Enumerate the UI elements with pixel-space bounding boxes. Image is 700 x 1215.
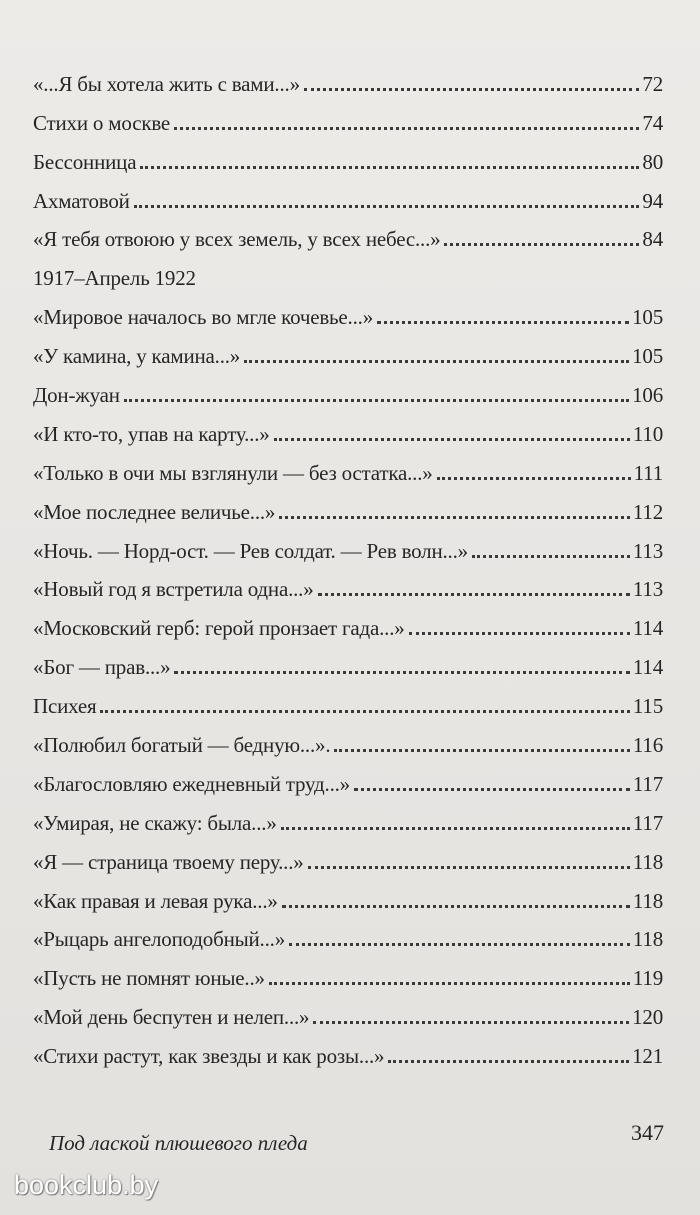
- toc-entry: [33, 1028, 663, 1067]
- toc-dot-leader: [388, 1060, 629, 1063]
- toc-entry-page: 94: [642, 188, 663, 213]
- toc-dot-leader: [437, 477, 631, 480]
- toc-entry-page: 110: [632, 421, 663, 446]
- toc-entry-page: 120: [632, 1005, 663, 1030]
- toc-entry-page: 114: [632, 616, 663, 641]
- toc-entry-page: 80: [642, 149, 663, 174]
- toc-entry: [33, 173, 663, 212]
- toc-dot-leader: [304, 88, 640, 91]
- toc-dot-leader: [472, 555, 630, 558]
- toc-entry-title: «И кто-то, упав на карту...»: [33, 421, 270, 446]
- toc-entry-title: «Мой день беспутен и нелеп...»: [33, 1005, 310, 1030]
- toc-entry-title: «Полюбил богатый — бедную...».: [33, 733, 331, 758]
- toc-entry-page: 113: [632, 538, 663, 563]
- toc-entry-page: 118: [632, 927, 663, 952]
- toc-entry-title: Дон-жуан: [33, 383, 120, 408]
- toc-dot-leader: [354, 788, 630, 791]
- toc-dot-leader: [318, 593, 630, 596]
- toc-entry-title: «Только в очи мы взглянули — без остатка...»: [33, 460, 433, 485]
- toc-entry-page: 72: [642, 71, 663, 96]
- toc-entry-page: 114: [632, 655, 663, 680]
- toc-dot-leader: [174, 127, 639, 130]
- toc-entry-page: 105: [632, 344, 663, 369]
- toc-entry-title: «Рыцарь ангелоподобный...»: [33, 927, 286, 952]
- toc-entry-title: «Московский герб: герой пронзает гада...»: [33, 616, 405, 641]
- toc-entry-title: «Я — страница твоему перу...»: [33, 849, 304, 874]
- toc-entry-page: 119: [632, 966, 663, 991]
- toc-entry: [33, 717, 663, 756]
- toc-entry-page: 117: [632, 771, 663, 796]
- toc-entry: [33, 484, 663, 523]
- toc-entry: [33, 639, 663, 678]
- page-number: 347: [631, 1120, 664, 1145]
- toc-entry-title: «Как правая и левая рука...»: [33, 888, 278, 913]
- toc-entry: [33, 367, 663, 406]
- toc-entry-title: «Мировое началось во мгле кочевье...»: [33, 305, 373, 330]
- toc-entry-title: «Умирая, не скажу: была...»: [33, 810, 277, 835]
- toc-section-heading: [33, 250, 663, 289]
- toc-entry: [33, 328, 663, 367]
- toc-entry-title: 1917–Апрель 1922: [33, 266, 196, 291]
- toc-entry: [33, 873, 663, 912]
- toc-dot-leader: [174, 671, 629, 674]
- toc-entry-title: «У камина, у камина...»: [33, 344, 241, 369]
- toc-entry: [33, 600, 663, 639]
- toc-dot-leader: [308, 866, 630, 869]
- toc-entry: [33, 289, 663, 328]
- toc-dot-leader: [289, 943, 630, 946]
- toc-dot-leader: [140, 166, 639, 169]
- toc-entry: [33, 523, 663, 562]
- toc-entry: [33, 562, 663, 601]
- toc-entry-title: «Пусть не помнят юные..»: [33, 966, 265, 991]
- watermark-logo: bookclub.by: [14, 1170, 159, 1200]
- toc-entry-title: Психея: [33, 694, 97, 719]
- toc-entry-page: 115: [632, 694, 663, 719]
- toc-entry: [33, 56, 663, 95]
- toc-entry: [33, 912, 663, 951]
- toc-entry: [33, 678, 663, 717]
- toc-entry-title: «Новый год я встретила одна...»: [33, 577, 314, 602]
- toc-dot-leader: [274, 438, 630, 441]
- toc-dot-leader: [244, 360, 629, 363]
- toc-entry-page: 105: [632, 305, 663, 330]
- toc-entry-page: 112: [632, 499, 663, 524]
- toc-entry: [33, 212, 663, 251]
- toc-entry-page: 117: [632, 810, 663, 835]
- toc-entry: [33, 756, 663, 795]
- toc-dot-leader: [281, 827, 630, 830]
- toc-entry-title: «Благословляю ежедневный труд...»: [33, 771, 350, 796]
- toc-dot-leader: [269, 982, 630, 985]
- toc-dot-leader: [279, 516, 630, 519]
- toc-dot-leader: [313, 1021, 629, 1024]
- toc-entry-title: «...Я бы хотела жить с вами...»: [33, 71, 300, 96]
- toc-entry-title: «Мое последнее величье...»: [33, 499, 276, 524]
- toc-entry: [33, 445, 663, 484]
- toc-entry: [33, 989, 663, 1028]
- toc-dot-leader: [409, 632, 630, 635]
- toc-entry: [33, 795, 663, 834]
- toc-entry: [33, 834, 663, 873]
- toc-entry-page: 113: [632, 577, 663, 602]
- toc-entry: [33, 950, 663, 989]
- toc-entry-title: «Я тебя отвоюю у всех земель, у всех небес...»: [33, 227, 441, 252]
- toc-entry-title: «Стихи растут, как звезды и как розы...»: [33, 1044, 385, 1069]
- toc-entry-page: 84: [642, 227, 663, 252]
- toc-entry: [33, 406, 663, 445]
- toc-entry-page: 118: [632, 888, 663, 913]
- toc-entry-title: Стихи о москве: [33, 110, 171, 135]
- table-of-contents: [33, 56, 663, 1067]
- running-footer-title: Под лаской плюшевого пледа: [49, 1131, 308, 1155]
- toc-dot-leader: [124, 399, 629, 402]
- toc-entry-page: 74: [642, 110, 663, 135]
- toc-entry-page: 116: [632, 733, 663, 758]
- toc-dot-leader: [134, 205, 640, 208]
- toc-entry-title: «Ночь. — Норд-ост. — Рев солдат. — Рев волн...»: [33, 538, 468, 563]
- toc-dot-leader: [444, 243, 639, 246]
- toc-entry-page: 118: [632, 849, 663, 874]
- toc-dot-leader: [282, 905, 630, 908]
- toc-entry: [33, 134, 663, 173]
- toc-dot-leader: [100, 710, 629, 713]
- toc-dot-leader: [377, 321, 629, 324]
- toc-dot-leader: [334, 749, 630, 752]
- toc-entry-page: 121: [632, 1044, 663, 1069]
- toc-entry-page: 111: [633, 460, 663, 485]
- toc-entry-title: «Бог — прав...»: [33, 655, 171, 680]
- toc-entry-title: Ахматовой: [33, 188, 130, 213]
- toc-entry: [33, 95, 663, 134]
- toc-entry-page: 106: [632, 383, 663, 408]
- toc-entry-title: Бессонница: [33, 149, 137, 174]
